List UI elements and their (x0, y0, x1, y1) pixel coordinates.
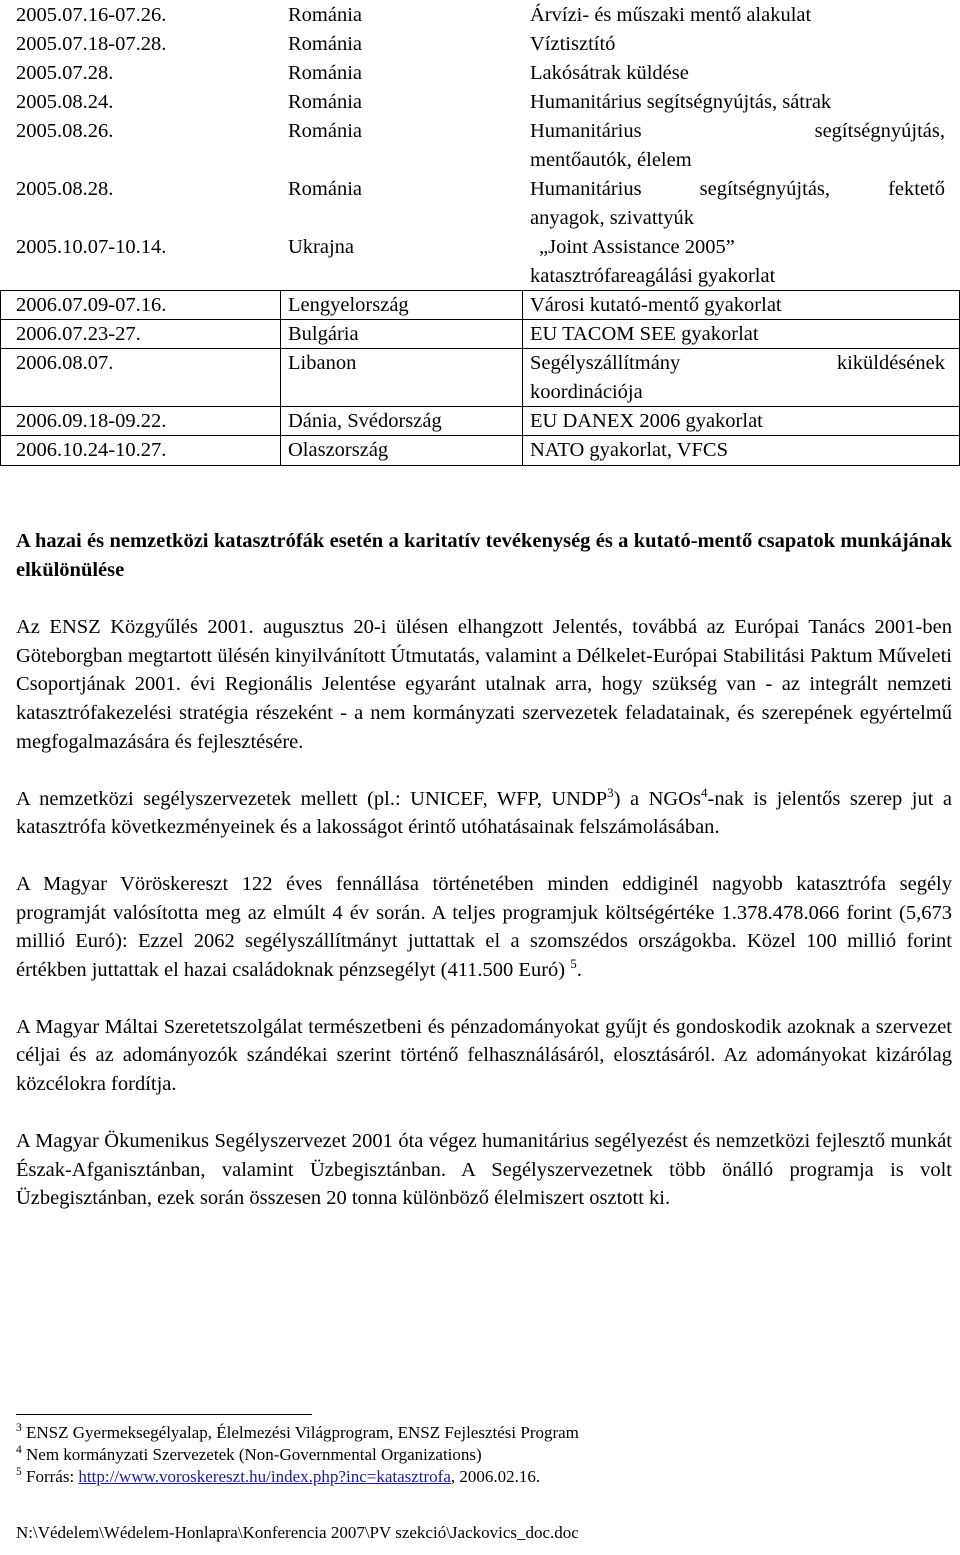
row-event-line: NATO gyakorlat, VFCS (530, 439, 728, 461)
row-country: Bulgária (288, 323, 359, 345)
row-event-line: EU TACOM SEE gyakorlat (530, 323, 759, 345)
row-event (530, 30, 945, 59)
row-event-line: Lakósátrak küldése (530, 62, 689, 84)
section-heading: A hazai és nemzetközi katasztrófák esetén a karitatív tevékenység és a kutató-mentő csapatok munkájának elkülönülése (16, 530, 952, 581)
row-event-line: EU DANEX 2006 gyakorlat (530, 410, 763, 432)
paragraph-maltese-charity: A Magyar Máltai Szeretetszolgálat természetbeni és pénzadományokat gyűjt és gondoskodik azoknak a szervezet céljai és az adományozók szándékai szerint történő felhasználásáról, elosztásáról. Az adományokat kizárólag közcélokra fordítja. (16, 1015, 952, 1096)
footnote-3: $^3$ ENSZ Gyermeksegélyalap, Élelmezési Világprogram, ENSZ Fejlesztési Program (16, 1422, 579, 1442)
row-date: 2005.10.07-10.14. (16, 236, 167, 258)
footnote-ref-5[interactable]: 5 (570, 956, 577, 972)
row-event-line: Városi kutató-mentő gyakorlat (530, 294, 782, 316)
row-event (530, 291, 945, 320)
table-row (0, 291, 960, 320)
paragraph-red-cross: A Magyar Vöröskereszt 122 éves fennállása történetében minden eddiginél nagyobb katasztrófa segély programját valósította meg az elmúlt 4 év során. A teljes programjuk költségértéke 1.378.478.066 forint (5,673 millió Euró): Ezzel 2062 segélyszállítmányt juttattak el a szomszédos országokba. Közel 100 millió forint értékben juttattak el hazai családoknak pénzsegélyt (411.500 Euró) $^5$. (16, 872, 952, 982)
row-event-line: Segélyszállítmány kiküldésének (530, 352, 945, 374)
table-rule (0, 319, 960, 320)
row-date: 2005.08.28. (16, 178, 114, 200)
row-event-line: koordinációja (530, 381, 643, 403)
row-event-line: Humanitárius segítségnyújtás, (530, 120, 945, 142)
row-country: Románia (288, 4, 363, 26)
row-date: 2005.08.24. (16, 91, 114, 113)
source-link[interactable]: http://www.voroskereszt.hu/index.php?inc=katasztrofa (78, 1467, 451, 1486)
table-row (0, 117, 960, 175)
row-event-line: anyagok, szivattyúk (530, 207, 694, 229)
footnote-ref-3[interactable]: 3 (607, 784, 614, 800)
footnote-4: $^4$ Nem kormányzati Szervezetek (Non-Governmental Organizations) (16, 1444, 482, 1464)
row-country: Lengyelország (288, 294, 409, 316)
table-row (0, 59, 960, 88)
row-date: 2006.07.09-07.16. (16, 294, 167, 316)
footnote-ref-4[interactable]: 4 (701, 784, 708, 800)
table-row (0, 349, 960, 407)
row-country: Románia (288, 62, 363, 84)
table-column-rule (522, 290, 523, 466)
table-row (0, 1, 960, 30)
row-date: 2006.08.07. (16, 352, 114, 374)
row-country: Románia (288, 178, 363, 200)
row-date: 2006.10.24-10.27. (16, 439, 167, 461)
row-event (530, 1, 945, 30)
table-row (0, 30, 960, 59)
row-event-line: Árvízi- és műszaki mentő alakulat (530, 4, 812, 26)
table-rule (0, 348, 960, 349)
row-date: 2005.07.18-07.28. (16, 33, 167, 55)
row-event (530, 233, 945, 291)
paragraph-ecumenical-aid: A Magyar Ökumenikus Segélyszervezet 2001 óta végez humanitárius segélyezést és nemzetközi fejlesztő munkát Észak-Afganisztánban, valamint Üzbegisztánban. A Segélyszervezetnek több önálló programja is volt Üzbegisztánban, ezek során összesen 20 tonna különböző élelmiszert osztott ki. (16, 1129, 952, 1210)
row-event-line: mentőautók, élelem (530, 149, 692, 171)
row-date: 2005.07.16-07.26. (16, 4, 167, 26)
row-date: 2006.09.18-09.22. (16, 410, 167, 432)
row-country: Olaszország (288, 439, 389, 461)
paragraph-un-report: Az ENSZ Közgyűlés 2001. augusztus 20-i ülésen elhangzott Jelentés, továbbá az Európai Tanács 2001-ben Göteborgban megtartott ülésén kinyilvánított Útmutatás, valamint a Délkelet-Európai Stabilitási Paktum Műveleti Csoportjának 2001. évi Regionális Jelentése egyaránt utalnak arra, hogy szükség van - az integrált nemzeti katasztrófakezelési stratégia részeként - a nem kormányzati szervezetek feladatainak, és szerepének egyértelmű megfogalmazására és fejlesztésére. (16, 616, 952, 753)
row-event (530, 117, 945, 175)
row-date: 2005.07.28. (16, 62, 114, 84)
paragraph-international-orgs: A nemzetközi segélyszervezetek mellett (pl.: UNICEF, WFP, UNDP$^3$) a NGOs$^4$-nak is jelentős szerep jut a katasztrófa következményeinek és a lakosságot érintő utóhatásainak felszámolásában. (16, 784, 953, 839)
row-event (530, 407, 945, 436)
row-date: 2006.07.23-27. (16, 323, 141, 345)
table-row (0, 407, 960, 436)
row-event-line: Humanitárius segítségnyújtás, fektető (530, 178, 945, 200)
table-rule (0, 435, 960, 436)
row-event (530, 175, 945, 233)
row-event-line: Humanitárius segítségnyújtás, sátrak (530, 91, 832, 113)
table-row (0, 233, 960, 291)
row-country: Ukrajna (288, 236, 355, 258)
row-event (530, 436, 945, 465)
row-event (530, 349, 945, 407)
row-event-line: Víztisztító (530, 33, 616, 55)
table-rule (0, 406, 960, 407)
table-row (0, 320, 960, 349)
body-text (16, 527, 952, 1213)
table-rule (0, 290, 960, 291)
row-event-line: „Joint Assistance 2005” (539, 236, 735, 258)
row-event (530, 59, 945, 88)
row-country: Románia (288, 33, 363, 55)
table-row (0, 436, 960, 465)
row-country: Libanon (288, 352, 357, 374)
row-country: Dánia, Svédország (288, 410, 442, 432)
row-event-line: katasztrófareagálási gyakorlat (530, 265, 776, 287)
row-event (530, 88, 945, 117)
table-row (0, 88, 960, 117)
footer-file-path: N:\Védelem\Wédelem-Honlapra\Konferencia 2007\PV szekció\Jackovics_doc.doc (16, 1523, 579, 1542)
row-date: 2005.08.26. (16, 120, 114, 142)
table-column-rule (280, 290, 281, 466)
table-column-rule (0, 290, 1, 466)
table-rule (0, 465, 960, 466)
table-row (0, 175, 960, 233)
footnote-5: $^5$ Forrás: http://www.voroskereszt.hu/index.php?inc=katasztrofa, 2006.02.16. (16, 1466, 541, 1486)
footnote-separator (16, 1414, 312, 1415)
footnotes (16, 1422, 579, 1488)
row-country: Románia (288, 120, 363, 142)
row-event (530, 320, 945, 349)
row-country: Románia (288, 91, 363, 113)
